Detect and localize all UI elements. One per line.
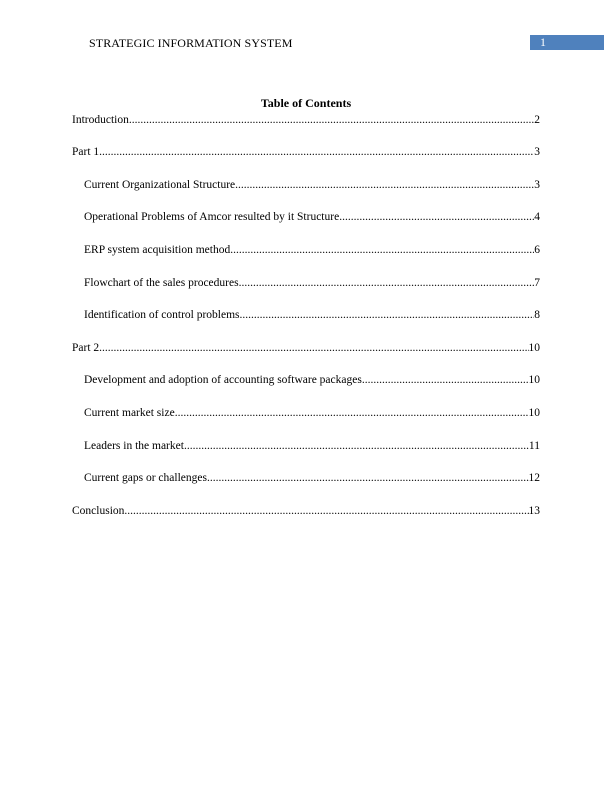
toc-entry-page: 12 — [528, 472, 540, 484]
toc-entry-label: Conclusion — [72, 505, 125, 517]
toc-entry-label: Development and adoption of accounting software packages — [84, 374, 362, 386]
toc-entry-introduction[interactable] — [72, 113, 540, 127]
toc-dot-leader — [240, 308, 535, 322]
toc-entry-label: Leaders in the market — [84, 440, 184, 452]
toc-entry-market-size[interactable] — [84, 406, 540, 420]
toc-entry-accounting-software[interactable] — [84, 373, 540, 387]
toc-dot-leader — [175, 406, 529, 420]
page-number-badge — [530, 35, 604, 50]
toc-entry-label: Part 1 — [72, 146, 100, 158]
toc-entry-page: 10 — [528, 342, 540, 354]
toc-dot-leader — [362, 373, 529, 387]
toc-entry-sales-flowchart[interactable] — [84, 276, 540, 290]
toc-dot-leader — [339, 210, 534, 224]
toc-dot-leader — [207, 471, 529, 485]
toc-entry-part-1[interactable] — [72, 145, 540, 159]
toc-entry-page: 10 — [528, 407, 540, 419]
toc-entry-label: Current gaps or challenges — [84, 472, 207, 484]
toc-dot-leader — [99, 341, 528, 355]
toc-entry-label: Part 2 — [72, 342, 100, 354]
toc-entry-label: Operational Problems of Amcor resulted by it Structure — [84, 211, 340, 223]
toc-entry-label: Introduction — [72, 114, 129, 126]
toc-entry-page: 13 — [528, 505, 540, 517]
toc-entry-page: 2 — [534, 114, 540, 126]
toc-dot-leader — [235, 178, 534, 192]
toc-dot-leader — [99, 145, 534, 159]
toc-entry-page: 7 — [534, 277, 540, 289]
toc-entry-label: ERP system acquisition method — [84, 244, 231, 256]
toc-entry-page: 11 — [528, 440, 540, 452]
toc-entry-control-problems[interactable] — [84, 308, 540, 322]
toc-entry-label: Current Organizational Structure — [84, 179, 236, 191]
toc-entry-page: 10 — [528, 374, 540, 386]
toc-entry-current-organizational-structure[interactable] — [84, 178, 540, 192]
toc-dot-leader — [239, 276, 535, 290]
toc-dot-leader — [184, 439, 529, 453]
toc-entry-page: 3 — [534, 146, 540, 158]
toc-heading: Table of Contents — [260, 96, 352, 110]
toc-entry-operational-problems[interactable] — [84, 210, 540, 224]
toc-entry-page: 3 — [534, 179, 540, 191]
toc-entry-label: Flowchart of the sales procedures — [84, 277, 239, 289]
toc-entry-page: 4 — [534, 211, 540, 223]
toc-dot-leader — [124, 504, 528, 518]
toc-dot-leader — [230, 243, 534, 257]
toc-dot-leader — [129, 113, 534, 127]
toc-entry-label: Current market size — [84, 407, 175, 419]
toc-entry-label: Identification of control problems — [84, 309, 240, 321]
toc-entry-conclusion[interactable] — [72, 504, 540, 518]
running-header-title: STRATEGIC INFORMATION SYSTEM — [89, 36, 293, 50]
toc-entry-part-2[interactable] — [72, 341, 540, 355]
toc-entry-erp-acquisition[interactable] — [84, 243, 540, 257]
toc-entry-page: 8 — [534, 309, 540, 321]
toc-entry-market-leaders[interactable] — [84, 439, 540, 453]
toc-entry-page: 6 — [534, 244, 540, 256]
toc-entry-gaps-challenges[interactable] — [84, 471, 540, 485]
page-number: 1 — [540, 35, 546, 49]
